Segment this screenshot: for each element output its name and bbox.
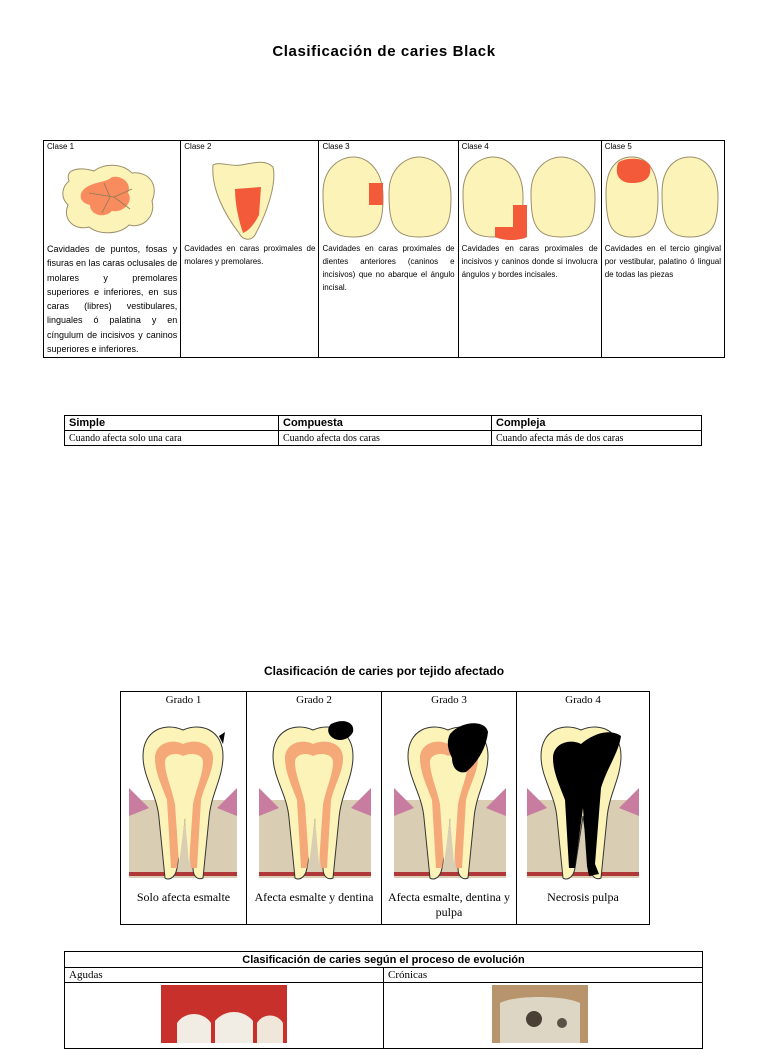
class-cell-1: [44, 141, 181, 358]
grade-cell-2: [247, 692, 382, 925]
grade-label: Grado 2: [296, 694, 332, 706]
cronicas-photo-cell: [384, 983, 703, 1049]
class-4-tooth-image: [459, 153, 601, 241]
grade-caption: Necrosis pulpa: [547, 890, 619, 904]
tissue-grade-table: [120, 691, 650, 925]
class-1-tooth-image: [44, 153, 180, 241]
grade-label: Grado 4: [565, 694, 601, 706]
grade-cell-4: [517, 692, 650, 925]
class-label: Clase 4: [461, 142, 489, 151]
grade-4-tooth-image: [517, 708, 649, 888]
grade-cell-1: [121, 692, 247, 925]
class-label: Clase 2: [184, 142, 212, 151]
header-compuesta: Compuesta: [279, 416, 492, 431]
column-agudas: Agudas: [65, 968, 384, 983]
class-cell-4: [458, 141, 601, 358]
evolution-title: Clasificación de caries según el proceso de evolución: [65, 952, 703, 968]
class-description: Cavidades en el tercio gingival por vestibular, palatino ó lingual de todas las piezas: [604, 244, 721, 279]
value-compuesta: Cuando afecta dos caras: [279, 431, 492, 446]
class-cell-5: [601, 141, 724, 358]
agudas-photo-cell: [65, 983, 384, 1049]
grade-caption: Solo afecta esmalte: [136, 890, 231, 904]
class-5-tooth-image: [602, 153, 724, 241]
grade-caption: Afecta esmalte y dentina: [254, 890, 374, 904]
class-label: Clase 1: [47, 142, 75, 151]
class-cell-3: [319, 141, 458, 358]
surface-classification-table: [64, 415, 702, 446]
page-title: Clasificación de caries Black: [272, 43, 496, 60]
acute-caries-photo: [65, 983, 383, 1043]
header-compleja: Compleja: [492, 416, 702, 431]
class-2-tooth-image: [181, 153, 318, 241]
class-label: Clase 5: [604, 142, 632, 151]
chronic-caries-photo: [384, 983, 702, 1043]
grade-1-tooth-image: [121, 708, 246, 888]
grade-caption: Afecta esmalte, dentina y pulpa: [388, 890, 510, 919]
class-description: Cavidades en caras proximales de dientes anteriores (caninos e incisivos) que no abarque el ángulo incisal.: [322, 244, 455, 292]
class-description: Cavidades de puntos, fosas y fisuras en las caras oclusales de molares y premolares superiores e inferiores, en sus caras (libres) vestibulares, linguales ó palatina y en cíngulum de incisivos y caninos superiores e inferiores.: [47, 244, 178, 355]
value-simple: Cuando afecta solo una cara: [65, 431, 279, 446]
class-description: Cavidades en caras proximales de incisivos y caninos donde si involucra ángulos y bordes incisales.: [461, 244, 598, 279]
tissue-section-title: Clasificación de caries por tejido afectado: [263, 664, 505, 678]
class-description: Cavidades en caras proximales de molares y premolares.: [184, 244, 316, 266]
class-label: Clase 3: [322, 142, 350, 151]
grade-3-tooth-image: [382, 708, 516, 888]
grade-2-tooth-image: [247, 708, 381, 888]
grade-label: Grado 3: [431, 694, 467, 706]
class-cell-2: [181, 141, 319, 358]
column-cronicas: Crónicas: [384, 968, 703, 983]
class-3-tooth-image: [319, 153, 457, 241]
black-classification-table: [43, 140, 725, 358]
evolution-classification-table: [64, 951, 703, 1049]
value-compleja: Cuando afecta más de dos caras: [492, 431, 702, 446]
grade-cell-3: [382, 692, 517, 925]
header-simple: Simple: [65, 416, 279, 431]
grade-label: Grado 1: [165, 694, 202, 706]
